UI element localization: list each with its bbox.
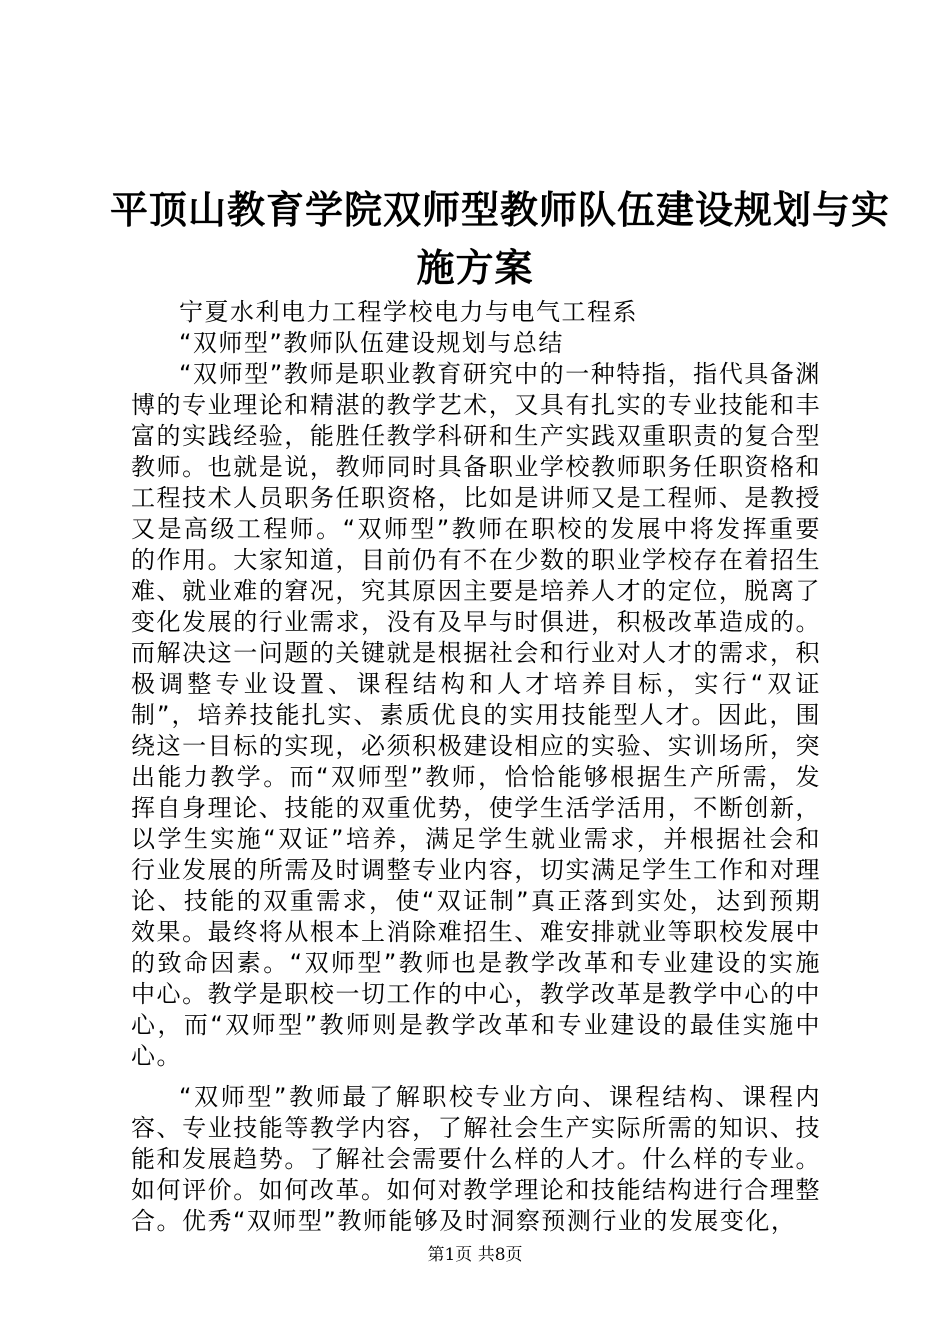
paragraph-body-1: “双师型”教师是职业教育研究中的一种特指，指代具备渊博的专业理论和精湛的教学艺术，又具有扎实的专业技能和丰富的实践经验，能胜任教学科研和生产实践双重职责的复合型教师。也就是说，教师同时具备职业学校教师职务任职资格和工程技术人员职务任职资格，比如是讲师又是工程师、是教授又是高级工程师。“双师型”教师在职校的发展中将发挥重要的作用。大家知道，目前仍有不在少数的职业学校存在着招生难、就业难的窘况，究其原因主要是培养人才的定位，脱离了变化发展的行业需求，没有及早与时俱进，积极改革造成的。而解决这一问题的关键就是根据社会和行业对人才的需求，积极调整专业设置、课程结构和人才培养目标，实行“双证制”，培养技能扎实、素质优良的实用技能型人才。因此，围绕这一目标的实现，必须积极建设相应的实验、实训场所，突出能力教学。而“双师型”教师，恰恰能够根据生产所需，发挥自身理论、技能的双重优势，使学生活学活用，不断创新，以学生实施“双证”培养，满足学生就业需求，并根据社会和行业发展的所需及时调整专业内容，切实满足学生工作和对理论、技能的双重需求，使“双证制”真正落到实处，达到预期效果。最终将从根本上消除难招生、难安排就业等职校发展中的致命因素。“双师型”教师也是教学改革和专业建设的实施中心。教学是职校一切工作的中心，教学改革是教学中心的中心，而“双师型”教师则是教学改革和专业建设的最佳实施中心。 xyxy=(131,360,821,1070)
document-title-line-2: 施方案 xyxy=(416,245,534,290)
paragraph-body-2: “双师型”教师最了解职校专业方向、课程结构、课程内容、专业技能等教学内容，了解社会生产实际所需的知识、技能和发展趋势。了解社会需要什么样的人才。什么样的专业。如何评价。如何改革。如何对教学理论和技能结构进行合理整合。优秀“双师型”教师能够及时洞察预测行业的发展变化， xyxy=(131,1083,821,1235)
page-number-footer: 第1页 共8页 xyxy=(427,1245,523,1265)
document-title-line-1: 平顶山教育学院双师型教师队伍建设规划与实 xyxy=(110,187,891,232)
paragraph-subtitle: “双师型”教师队伍建设规划与总结 xyxy=(179,329,564,357)
paragraph-department: 宁夏水利电力工程学校电力与电气工程系 xyxy=(179,298,638,326)
document-body xyxy=(131,297,821,1237)
